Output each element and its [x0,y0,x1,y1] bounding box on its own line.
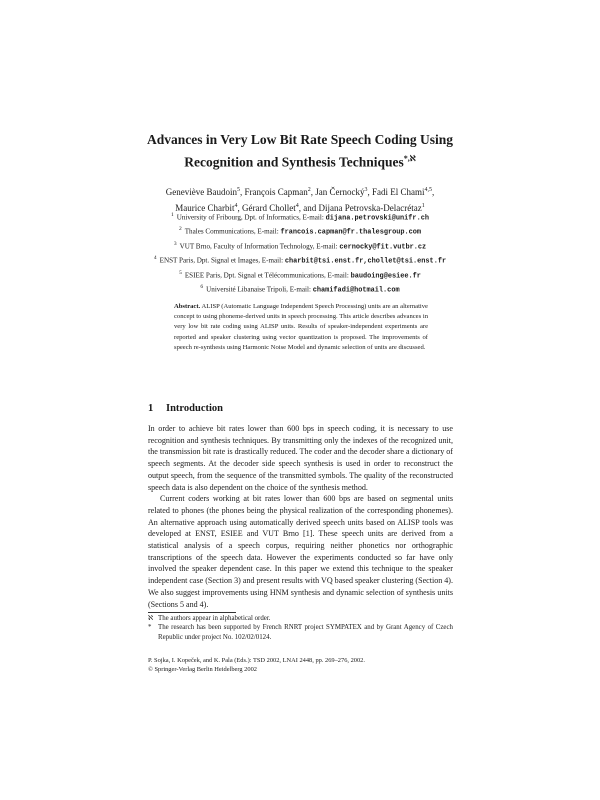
author-name: Geneviève Baudoin [165,187,237,197]
footnote-mark: ℵ [148,614,154,622]
affiliation-number: 3 [173,240,177,247]
footnotes [148,612,453,642]
affiliation-number: 6 [200,284,204,291]
footnote-text: The authors appear in alphabetical order. [158,615,271,622]
author-name: François Capman [244,187,308,197]
affiliation-text: Université Libanaise Tripoli, E-mail: [206,285,313,294]
affiliation-email: chamifadi@hotmail.com [312,286,400,295]
author-sep: , [239,187,245,197]
author-affil: 4 [234,203,238,209]
affiliation-email: baudoing@esiee.fr [350,272,421,281]
section-number: 1 [148,403,154,414]
author-sep: , [310,187,316,197]
footnote-mark: * [148,624,152,632]
author-name: Jan Černocký [315,187,365,197]
affiliation-number: 2 [178,226,182,233]
affiliation-item [0,210,600,224]
footnote-item [148,623,453,642]
author-sep: , [431,187,435,197]
author-name: Fadi El Chami [371,187,425,197]
publication-copyright: © Springer-Verlag Berlin Heidelberg 2002 [148,665,257,673]
author-sep: , [237,203,243,213]
body-text [148,423,453,610]
author-sep: , [367,187,372,197]
affiliation-text: Thales Communications, E-mail: [184,227,281,236]
paragraph: Current coders working at bit rates lower than 600 bps are based on segmental units related to phones (the phones being the physical realization of the corresponding phonemes). An alternative approach using automatically derived speech units based on ALISP tools was developed at ENST, ESIEE and VUT Brno [1]. These speech units are derived from a statistical analysis of a speech corpus, requiring neither phonetics nor orthographic transcriptions of the speech data. However the experiments conducted so far have only involved the speaker dependent case. In this paper we extend this technique to the speaker independent case (Section 3) and present results with VQ based speaker clustering (Section 4). We also suggest improvements using HNM synthesis and dynamic selection of synthesis units (Sections 5 and 4). [148,494,453,609]
title-line-2 [0,149,600,172]
affiliation-item [0,253,600,267]
affiliation-item [0,224,600,238]
author-line-1 [0,183,600,199]
abstract [174,302,428,353]
author-name: Gérard Chollet [242,203,296,213]
author-affil: 5 [236,187,240,193]
publication-info [148,657,468,674]
title-line-1: Advances in Very Low Bit Rate Speech Coding Using [146,132,454,147]
affiliation-email: dijana.petrovski@unifr.ch [325,214,429,223]
paper-title [0,130,600,172]
affiliation-item [0,282,600,296]
title-line-2-text: Recognition and Synthesis Techniques [184,154,404,170]
affiliation-email: cernocky@fit.vutbr.cz [339,243,427,252]
affiliation-number: 1 [171,212,174,218]
author-affil: 2 [307,187,311,193]
affiliation-email: francois.capman@fr.thalesgroup.com [280,228,422,237]
abstract-text: ALISP (Automatic Language Independent Speech Processing) units are an alternative concept to using phoneme-derived units in speech processing. This article describes advances in very low bit rate coding using ALISP units. Results of speaker-independent experiments are reported and speaker clustering using vector quantization is proposed. The improvements of speech re-synthesis using Harmonic Noise Model and dynamic selection of units are discussed. [174,303,428,351]
footnote-rule [148,612,236,613]
author-affil: 4 [295,203,299,209]
affiliation-text: University of Fribourg, Dpt. of Informatics, E-mail: [176,213,326,222]
footnote-item [148,614,453,623]
affiliation-text: ENST Paris, Dpt. Signal et Images, E-mail: [159,256,285,265]
affiliation-item [0,239,600,253]
publication-citation: P. Sojka, I. Kopeček, and K. Pala (Eds.): TSD 2002, LNAI 2448, pp. 269–276, 2002. [148,657,365,664]
affiliation-number: 4 [153,255,157,262]
author-sep: , and [298,203,319,213]
affiliation-text: ESIEE Paris, Dpt. Signal et Télécommunications, E-mail: [184,271,351,280]
author-name: Dijana Petrovska-Delacrétaz [318,203,422,213]
affiliation-text: VUT Brno, Faculty of Information Technology, E-mail: [179,242,340,251]
affiliation-email: charbit@tsi.enst.fr,chollet@tsi.enst.fr [284,257,447,266]
author-name: Maurice Charbit [175,203,235,213]
footnote-text: The research has been supported by French RNRT project SYMPATEX and by Grant Agency of Czech Republic under project No. 102/02/0124. [158,624,453,641]
section-title: Introduction [166,403,223,414]
affiliation-number: 5 [179,269,182,276]
title-footnote-marks: *,ℵ [403,154,416,163]
affiliation-item [0,268,600,282]
affiliation-list [0,210,600,297]
abstract-label: Abstract. [174,303,201,310]
author-affil: 4,5 [424,187,432,193]
author-affil: 3 [364,187,368,193]
author-affil: 1 [421,203,425,209]
section-heading [148,403,223,414]
paragraph: In order to achieve bit rates lower than 600 bps in speech coding, it is necessary to use recognition and synthesis techniques. By transmitting only the indexes of the recognized unit, the transmission bit rate is drastically reduced. The coder and the decoder share a dictionary of speech segments. At the decoder side speech synthesis is used in order to reconstruct the output speech, from the sequence of the transmitted symbols. The quality of the reconstructed speech data is also dependent on the choice of the synthesis method. [148,424,453,492]
